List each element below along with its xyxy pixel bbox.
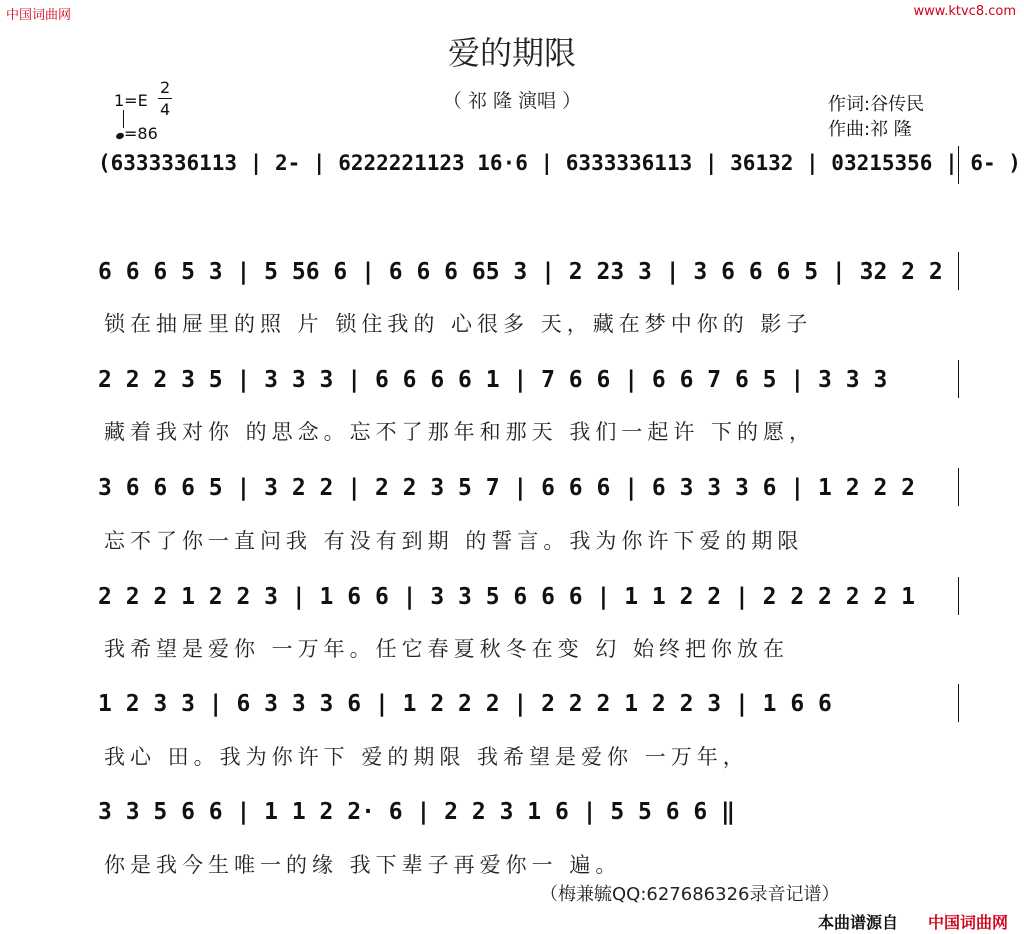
barline <box>958 360 959 398</box>
song-title: 爱的期限 <box>447 34 576 72</box>
time-signature-top: 2 <box>160 78 171 97</box>
music-line-2: 2 2 2 3 5 | 3 3 3 | 6 6 6 6 1 | 7 6 6 | 6 6 7 6 5 | 3 3 3 <box>98 367 888 393</box>
barline <box>958 252 959 290</box>
time-signature-line <box>158 98 172 99</box>
composer: 作曲:祁 隆 <box>828 119 912 140</box>
barline <box>958 684 959 722</box>
music-line-1: 6 6 6 5 3 | 5 56 6 | 6 6 6 65 3 | 2 23 3 | 3 6 6 6 5 | 32 2 2 <box>98 259 943 285</box>
lyric-line-1: 锁在抽屉里的照 片 锁住我的 心很多 天，藏在梦中你的 影子 <box>104 312 813 336</box>
lyric-line-6: 你是我今生唯一的缘 我下辈子再爱你一 遍。 <box>104 853 622 877</box>
watermark-left: 中国词曲网 <box>6 8 72 23</box>
lyricist: 作词:谷传民 <box>828 94 925 115</box>
source-site[interactable]: 中国词曲网 <box>928 913 1009 932</box>
intro-line: (6333336113 | 2- | 6222221123 16·6 | 6333336113 | 36132 | 03215356 | 6- ) <box>98 151 1021 175</box>
barline <box>958 468 959 506</box>
music-line-6: 3 3 5 6 6 | 1 1 2 2· 6 | 2 2 3 1 6 | 5 5 6 6 ‖ <box>98 799 735 825</box>
transcription-note: （梅兼毓QQ:627686326录音记谱） <box>540 884 840 905</box>
note-stem <box>123 110 124 128</box>
watermark-right[interactable]: www.ktvc8.com <box>913 4 1016 19</box>
music-line-3: 3 6 6 6 5 | 3 2 2 | 2 2 3 5 7 | 6 6 6 | 6 3 3 3 6 | 1 2 2 2 <box>98 475 915 501</box>
source-label: 本曲谱源自 <box>818 913 899 932</box>
music-line-4: 2 2 2 1 2 2 3 | 1 6 6 | 3 3 5 6 6 6 | 1 1 2 2 | 2 2 2 2 2 1 <box>98 584 915 610</box>
time-signature-bottom: 4 <box>160 100 171 119</box>
music-line-5: 1 2 3 3 | 6 3 3 3 6 | 1 2 2 2 | 2 2 2 1 2 2 3 | 1 6 6 <box>98 691 832 717</box>
lyric-line-3: 忘不了你一直问我 有没有到期 的誓言。我为你许下爱的期限 <box>104 529 804 553</box>
barline <box>958 577 959 615</box>
lyric-line-5: 我心 田。我为你许下 爱的期限 我希望是爱你 一万年， <box>104 745 749 769</box>
key-signature: 1=E <box>114 91 148 110</box>
barline <box>958 146 959 184</box>
lyric-line-2: 藏着我对你 的思念。忘不了那年和那天 我们一起许 下的愿， <box>104 420 816 444</box>
tempo-value: =86 <box>124 124 158 143</box>
song-subtitle: （ 祁 隆 演唱 ） <box>442 90 582 112</box>
lyric-line-4: 我希望是爱你 一万年。任它春夏秋冬在变 幻 始终把你放在 <box>104 637 790 661</box>
tempo-mark <box>116 124 158 143</box>
